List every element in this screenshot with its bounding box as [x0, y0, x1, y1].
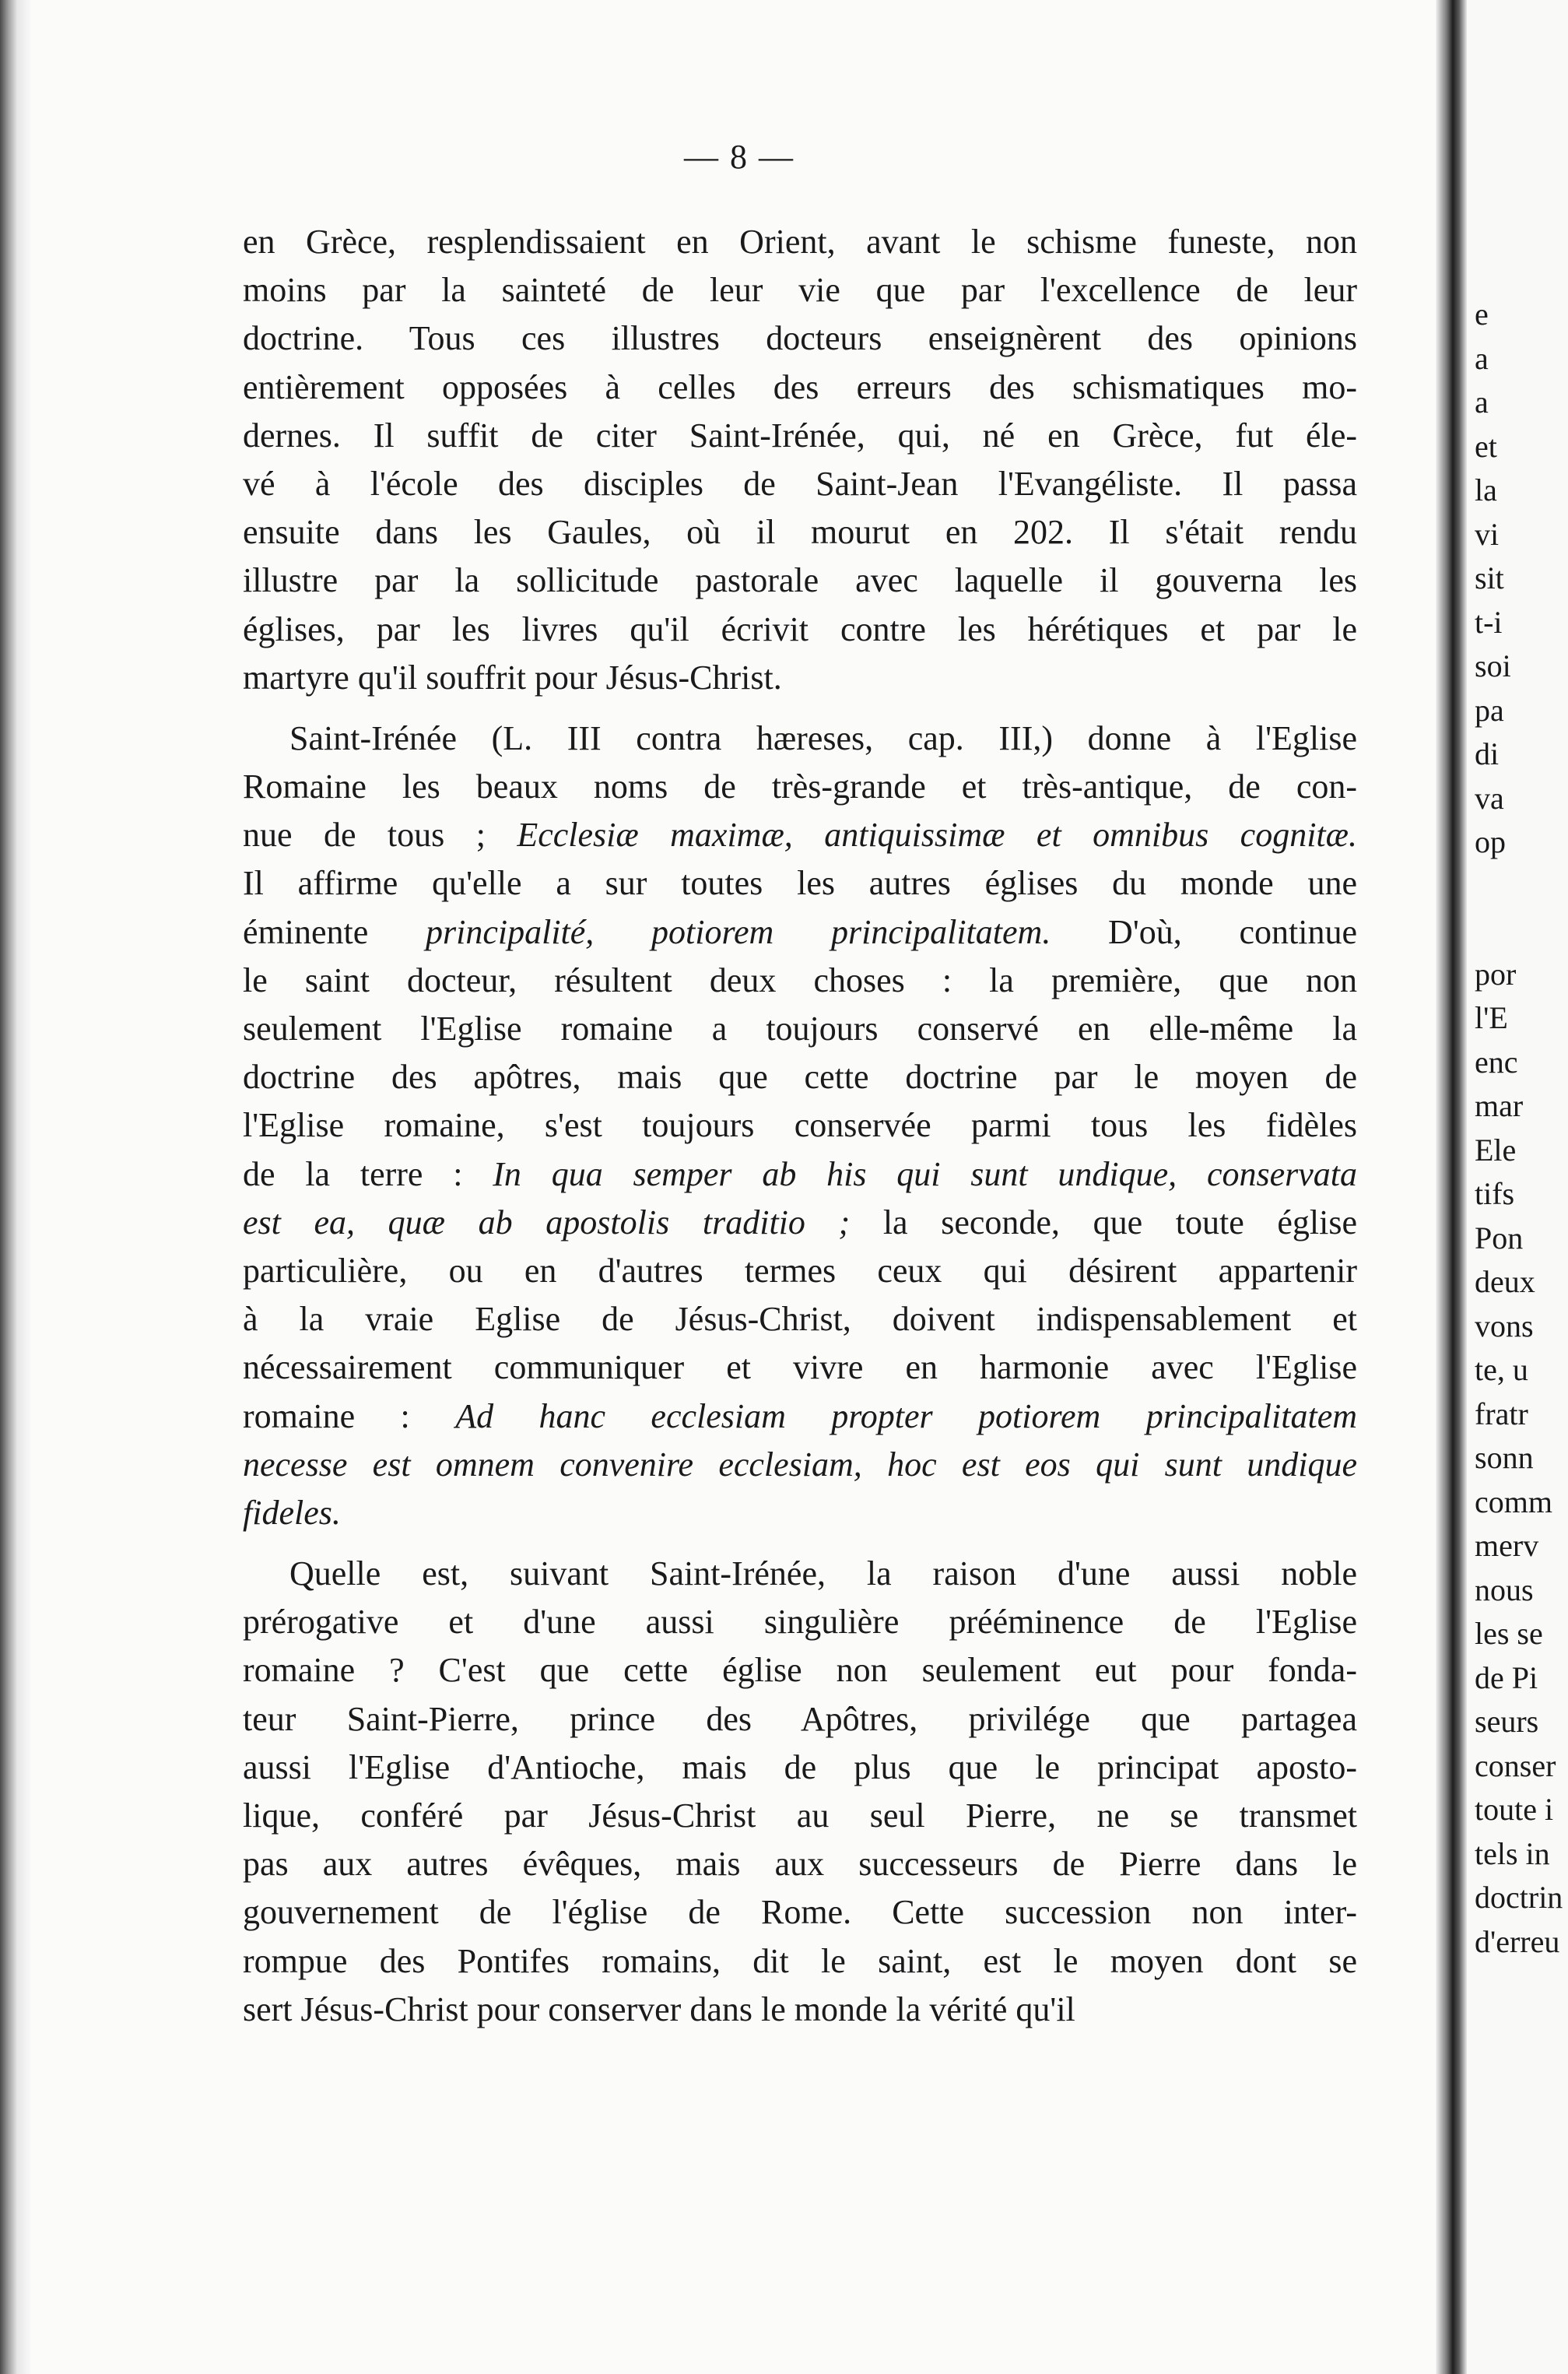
latin-quotation: In qua semper ab his qui sunt undique, conservata	[493, 1154, 1357, 1193]
facing-page-text-fragment: merv	[1475, 1528, 1539, 1563]
facing-page-text-fragment: l'E	[1475, 1000, 1508, 1035]
book-spine-gutter	[1436, 0, 1467, 2374]
text-line: romaine : Ad hanc ecclesiam propter potiorem principalitatem	[243, 1396, 1357, 1435]
text-line: doctrine des apôtres, mais que cette doctrine par le moyen de	[243, 1058, 1357, 1097]
text-line: sert Jésus-Christ pour conserver dans le monde la vérité qu'il	[243, 1989, 1075, 2028]
paragraph	[243, 1550, 1357, 2034]
text-line: particulière, ou en d'autres termes ceux qui désirent appartenir	[243, 1251, 1357, 1290]
facing-page-text-fragment: d'erreu	[1475, 1923, 1560, 1959]
text-line: nue de tous ; Ecclesiæ maximæ, antiquissimæ et omnibus cognitæ.	[243, 816, 1357, 855]
body-text	[243, 218, 1357, 2034]
facing-page-text-fragment: va	[1475, 780, 1504, 816]
text-line: pas aux autres évêques, mais aux successeurs de Pierre dans le	[243, 1845, 1357, 1884]
text-line: Il affirme qu'elle a sur toutes les autres églises du monde une	[243, 864, 1357, 903]
text-line: Quelle est, suivant Saint-Irénée, la raison d'une aussi noble	[289, 1554, 1357, 1593]
facing-page-text-fragment: nous	[1475, 1572, 1534, 1607]
facing-page-text-fragment: deux	[1475, 1264, 1535, 1299]
page-number: — 8 —	[684, 138, 795, 176]
facing-page-text-fragment: por	[1475, 956, 1517, 992]
paragraph	[243, 218, 1357, 702]
facing-page-text-fragment: tifs	[1475, 1176, 1515, 1211]
text-line: l'Eglise romaine, s'est toujours conservée parmi tous les fidèles	[243, 1106, 1357, 1145]
facing-page-text-fragment: et	[1475, 428, 1497, 464]
text-line	[243, 1441, 1357, 1489]
facing-page-text-fragment: les se	[1475, 1616, 1543, 1651]
facing-page-text-fragment: de Pi	[1475, 1659, 1538, 1695]
facing-page-text-fragment: vi	[1475, 516, 1500, 552]
latin-quotation: est ea, quæ ab apostolis traditio ;	[243, 1203, 851, 1241]
text-line	[243, 1489, 1357, 1537]
text-line: entièrement opposées à celles des erreurs des schismatiques mo-	[243, 367, 1357, 406]
facing-page-text-fragment: mar	[1475, 1088, 1524, 1123]
facing-page-text-fragment: e	[1475, 297, 1489, 332]
facing-page-text-fragment: doctrin	[1475, 1880, 1563, 1915]
text-line: aussi l'Eglise d'Antioche, mais de plus que le principat aposto-	[243, 1747, 1357, 1786]
facing-page-text-fragment: pa	[1475, 692, 1504, 728]
facing-page-text-fragment: fratr	[1475, 1396, 1528, 1431]
text-line: martyre qu'il souffrit pour Jésus-Christ.	[243, 658, 782, 697]
text-line: romaine ? C'est que cette église non seulement eut pour fonda-	[243, 1651, 1357, 1690]
facing-page-text-fragment: soi	[1475, 648, 1511, 683]
facing-page-text-fragment: conser	[1475, 1747, 1556, 1783]
text-line: gouvernement de l'église de Rome. Cette succession non inter-	[243, 1893, 1357, 1932]
facing-page-text-fragment: op	[1475, 824, 1506, 859]
paragraph-gap	[243, 702, 1357, 715]
text-line: Saint-Irénée (L. III contra hæreses, cap. III,) donne à l'Eglise	[289, 718, 1357, 757]
text-line: à la vraie Eglise de Jésus-Christ, doivent indispensablement et	[243, 1300, 1357, 1339]
facing-page-text-fragment: Pon	[1475, 1220, 1524, 1255]
facing-page-text-fragment: toute i	[1475, 1792, 1554, 1827]
facing-page-text-fragment: di	[1475, 736, 1500, 771]
facing-page-text-fragment: vons	[1475, 1308, 1534, 1343]
text-line: ensuite dans les Gaules, où il mourut en 202. Il s'était rendu	[243, 513, 1357, 552]
facing-page-text-fragment: a	[1475, 340, 1489, 376]
text-line: dernes. Il suffit de citer Saint-Irénée, qui, né en Grèce, fut éle-	[243, 416, 1357, 455]
text-line: Romaine les beaux noms de très-grande et très-antique, de con-	[243, 767, 1357, 806]
text-line: nécessairement communiquer et vivre en harmonie avec l'Eglise	[243, 1348, 1357, 1387]
facing-page-text-fragment: t-i	[1475, 604, 1503, 640]
text-line: doctrine. Tous ces illustres docteurs enseignèrent des opinions	[243, 319, 1357, 358]
facing-page-edge	[1467, 0, 1568, 2374]
left-binding-edge	[0, 0, 31, 2374]
facing-page-text-fragment: Ele	[1475, 1132, 1517, 1168]
text-line: vé à l'école des disciples de Saint-Jean l'Evangéliste. Il passa	[243, 464, 1357, 503]
facing-page-text-fragment: tels in	[1475, 1835, 1550, 1871]
facing-page-text-fragment: a	[1475, 385, 1489, 420]
latin-quotation: Ecclesiæ maximæ, antiquissimæ et omnibus cognitæ.	[517, 816, 1357, 855]
text-line: moins par la sainteté de leur vie que par l'excellence de leur	[243, 271, 1357, 310]
latin-quotation: principalité, potiorem principalitatem.	[426, 912, 1051, 951]
facing-page-text-fragment: comm	[1475, 1484, 1552, 1519]
latin-quotation: Ad hanc ecclesiam propter potiorem principalitatem	[455, 1396, 1357, 1435]
latin-quotation: necesse est omnem convenire ecclesiam, hoc est eos qui sunt undique	[243, 1445, 1357, 1484]
facing-page-text-fragment: te, u	[1475, 1352, 1528, 1387]
text-line: illustre par la sollicitude pastorale avec laquelle il gouverna les	[243, 561, 1357, 600]
facing-page-text-fragment: seurs	[1475, 1704, 1539, 1739]
text-line: le saint docteur, résultent deux choses : la première, que non	[243, 960, 1357, 999]
text-line: teur Saint-Pierre, prince des Apôtres, privilége que partagea	[243, 1699, 1357, 1738]
text-line: lique, conféré par Jésus-Christ au seul Pierre, ne se transmet	[243, 1796, 1357, 1835]
book-page	[31, 0, 1447, 2374]
text-line: seulement l'Eglise romaine a toujours conservé en elle-même la	[243, 1010, 1357, 1048]
text-line: églises, par les livres qu'il écrivit contre les hérétiques et par le	[243, 609, 1357, 648]
facing-page-text-fragment: la	[1475, 472, 1497, 507]
paragraph-gap	[243, 1537, 1357, 1550]
text-line: est ea, quæ ab apostolis traditio ; la seconde, que toute église	[243, 1203, 1357, 1241]
facing-page-text-fragment: sonn	[1475, 1440, 1534, 1475]
text-line: en Grèce, resplendissaient en Orient, avant le schisme funeste, non	[243, 223, 1357, 261]
latin-quotation: fideles.	[243, 1493, 341, 1532]
facing-page-text-fragment: sit	[1475, 560, 1504, 595]
text-line: de la terre : In qua semper ab his qui sunt undique, conservata	[243, 1154, 1357, 1193]
paragraph	[243, 715, 1357, 1537]
facing-page-text-fragment: enc	[1475, 1044, 1518, 1080]
text-line: prérogative et d'une aussi singulière prééminence de l'Eglise	[243, 1603, 1357, 1642]
text-line: rompue des Pontifes romains, dit le saint, est le moyen dont se	[243, 1941, 1357, 1980]
text-line: éminente principalité, potiorem principalitatem. D'où, continue	[243, 912, 1358, 951]
